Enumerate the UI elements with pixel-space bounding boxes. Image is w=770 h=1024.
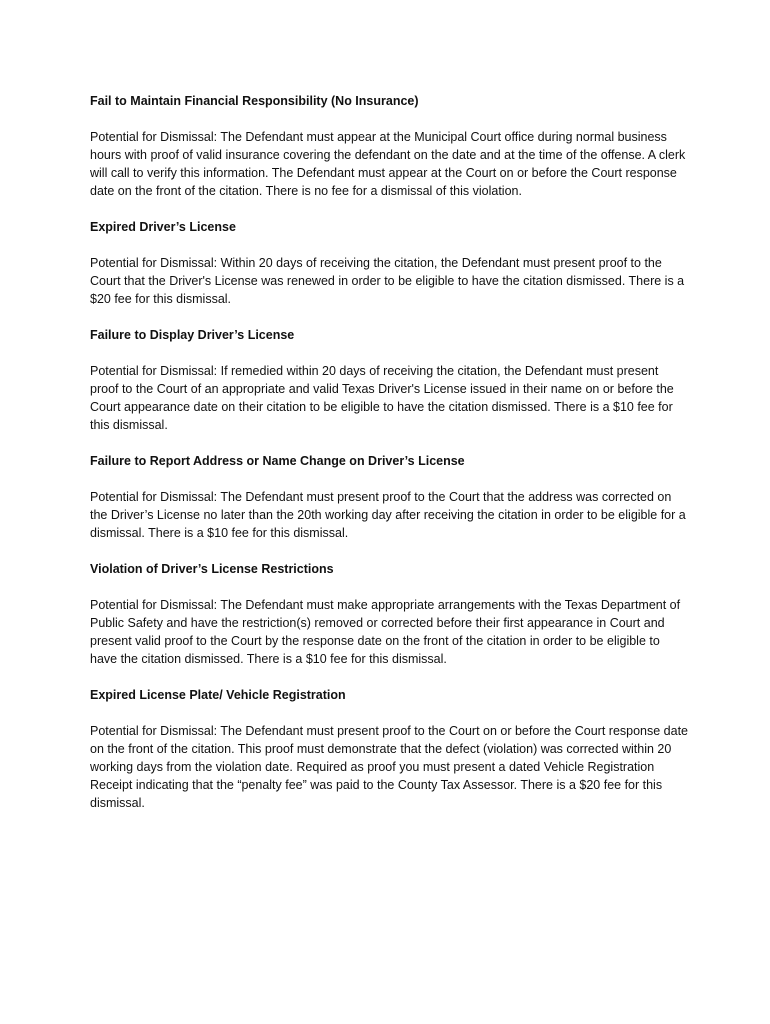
section-address-change	[90, 452, 690, 542]
section-body: Potential for Dismissal: The Defendant must present proof to the Court on or before the Court response date on the front of the citation. This proof must demonstrate that the defect (violation) was corrected within 20 working days from the violation date. Required as proof you must present a dated Vehicle Registration Receipt indicating that the “penalty fee” was paid to the County Tax Assessor. There is a $20 fee for this dismissal.	[90, 724, 689, 810]
section-heading: Failure to Display Driver’s License	[90, 328, 295, 342]
section-heading: Fail to Maintain Financial Responsibility (No Insurance)	[90, 94, 419, 108]
section-body: Potential for Dismissal: The Defendant must make appropriate arrangements with the Texas Department of Public Safety and have the restriction(s) removed or corrected before their first appearance in Court and present valid proof to the Court by the response date on the front of the citation in order to be eligible to have the citation dismissed. There is a $10 fee for this dismissal.	[90, 598, 681, 666]
section-heading: Violation of Driver’s License Restrictions	[90, 562, 334, 576]
document-page	[90, 92, 690, 830]
section-expired-registration	[90, 686, 690, 812]
section-heading: Expired Driver’s License	[90, 220, 236, 234]
section-body: Potential for Dismissal: The Defendant must appear at the Municipal Court office during normal business hours with proof of valid insurance covering the defendant on the date and at the time of the offense. A clerk will call to verify this information. The Defendant must appear at the Court on or before the Court response date on the front of the citation. There is no fee for a dismissal of this violation.	[90, 130, 686, 198]
section-display-license	[90, 326, 690, 434]
section-body: Potential for Dismissal: The Defendant must present proof to the Court that the address was corrected on the Driver’s License no later than the 20th working day after receiving the citation in order to be eligible for a dismissal. There is a $10 fee for this dismissal.	[90, 490, 686, 540]
section-license-restrictions	[90, 560, 690, 668]
section-no-insurance	[90, 92, 690, 200]
section-expired-license	[90, 218, 690, 308]
section-heading: Failure to Report Address or Name Change on Driver’s License	[90, 454, 465, 468]
section-body: Potential for Dismissal: Within 20 days of receiving the citation, the Defendant must present proof to the Court that the Driver's License was renewed in order to be eligible to have the citation dismissed. There is a $20 fee for this dismissal.	[90, 256, 685, 306]
section-body: Potential for Dismissal: If remedied within 20 days of receiving the citation, the Defendant must present proof to the Court of an appropriate and valid Texas Driver's License issued in their name on or before the Court appearance date on their citation to be eligible to have the citation dismissed. There is a $10 fee for this dismissal.	[90, 364, 674, 432]
section-heading: Expired License Plate/ Vehicle Registration	[90, 688, 346, 702]
